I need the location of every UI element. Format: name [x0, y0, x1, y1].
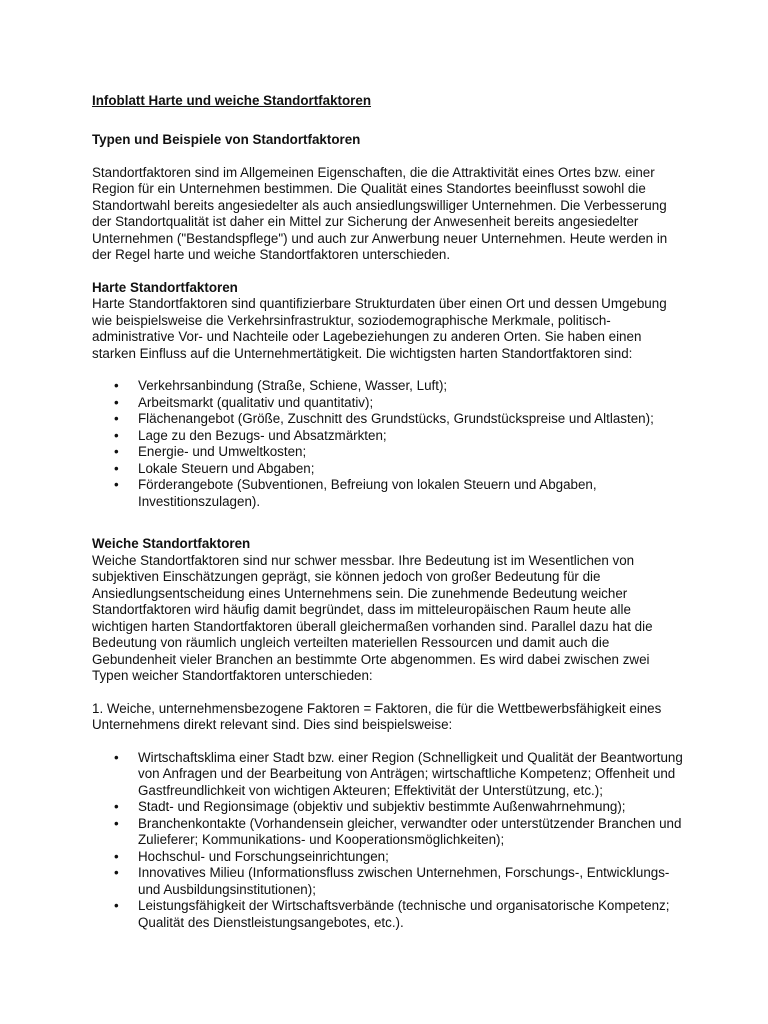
- bullet-icon: •: [114, 865, 119, 880]
- paragraph-weiche: Weiche Standortfaktoren sind nur schwer messbar. Ihre Bedeutung ist im Wesentlichen von subjektiven Einschätzungen geprägt, sie können jedoch von großer Bedeutung für die Ansiedlungsentscheidung eines Unternehmens sein. Die zunehmende Bedeutung weicher Standortfaktoren wird häufig damit begründet, dass im mitteleuropäischen Raum heute alle wichtigen harten Standortfaktoren überall gleichermaßen vorhanden sind. Parallel dazu hat die Bedeutung von räumlich ungleich verteilten materiellen Ressourcen und damit auch die Gebundenheit vieler Branchen an bestimmte Orte abgenommen. Es wird dabei zwischen zwei Typen weicher Standortfaktoren unterschieden:: [92, 552, 653, 683]
- list-item-text: Branchenkontakte (Vorhandensein gleicher, verwandter oder unterstützender Branchen und Zulieferer; Kommunikations- und Kooperationsmöglichkeiten);: [138, 815, 682, 847]
- list-item-text: Lage zu den Bezugs- und Absatzmärkten;: [138, 427, 387, 443]
- bullet-icon: •: [114, 749, 119, 765]
- list-item: [92, 898, 688, 931]
- list-item-text: Verkehrsanbindung (Straße, Schiene, Wasser, Luft);: [138, 378, 448, 393]
- paragraph-harte: Harte Standortfaktoren sind quantifizierbare Strukturdaten über einen Ort und dessen Umgebung wie beispielsweise die Verkehrsinfrastruktur, soziodemographische Merkmale, politisch-administrative Vor- und Nachteile oder Lagebeziehungen zu anderen Orten. Sie haben einen starken Einfluss auf die Unternehmertätigkeit. Die wichtigsten harten Standortfaktoren sind:: [92, 296, 667, 361]
- bullet-icon: •: [114, 815, 119, 831]
- list-item-text: Lokale Steuern und Abgaben;: [138, 460, 315, 476]
- list-item-text: Flächenangebot (Größe, Zuschnitt des Grundstücks, Grundstückspreise und Altlasten);: [138, 411, 654, 426]
- list-item: [92, 849, 688, 866]
- list-item-text: Arbeitsmarkt (qualitativ und quantitativ);: [138, 394, 374, 410]
- spacer: [92, 685, 688, 701]
- bullet-icon: •: [114, 411, 119, 426]
- list-weiche-faktoren: [92, 750, 688, 932]
- list-harte-faktoren: [92, 378, 688, 510]
- list-item-text: Stadt- und Regionsimage (objektiv und subjektiv bestimmte Außenwahrnehmung);: [138, 799, 626, 814]
- bullet-icon: •: [114, 460, 119, 476]
- list-item-text: Förderangebote (Subventionen, Befreiung von lokalen Steuern und Abgaben, Investitionszulagen).: [138, 477, 597, 509]
- list-item: [92, 428, 688, 445]
- list-item: [92, 865, 688, 898]
- list-item-text: Innovatives Milieu (Informationsfluss zwischen Unternehmen, Forschungs-, Entwicklungs- und Ausbildungsinstitutionen);: [138, 865, 670, 897]
- spacer: [92, 734, 688, 750]
- section-heading-harte: Harte Standortfaktoren: [92, 279, 238, 295]
- list-item: [92, 477, 688, 510]
- paragraph-intro: Standortfaktoren sind im Allgemeinen Eigenschaften, die die Attraktivität eines Ortes bzw. einer Region für ein Unternehmen bestimmen. Die Qualität eines Standortes beeinflusst sowohl die Standortwahl bereits angesiedelter als auch ansiedlungswilliger Unternehmen. Die Verbesserung der Standortqualität ist daher ein Mittel zur Sicherung der Anwesenheit bereits angesiedelter Unternehmen ("Bestandspflege") und auch zur Anwerbung neuer Unternehmen. Heute werden in der Regel harte und weiche Standortfaktoren unterschieden.: [92, 164, 668, 262]
- bullet-icon: •: [114, 848, 119, 864]
- list-item-text: Energie- und Umweltkosten;: [138, 444, 307, 459]
- bullet-icon: •: [114, 898, 119, 913]
- list-item: [92, 750, 688, 800]
- section-heading-weiche: Weiche Standortfaktoren: [92, 536, 251, 551]
- spacer: [92, 362, 688, 378]
- spacer: [92, 510, 688, 536]
- section-heading-typen: Typen und Beispiele von Standortfaktoren: [92, 132, 361, 147]
- list-item-text: Hochschul- und Forschungseinrichtungen;: [138, 848, 389, 864]
- bullet-icon: •: [114, 444, 119, 459]
- bullet-icon: •: [114, 799, 119, 814]
- list-item: [92, 395, 688, 412]
- list-item: [92, 378, 688, 395]
- document-title: Infoblatt Harte und weiche Standortfaktoren: [92, 93, 371, 108]
- list-item: [92, 444, 688, 461]
- list-item: [92, 461, 688, 478]
- bullet-icon: •: [114, 394, 119, 410]
- spacer: [92, 264, 688, 280]
- list-item-text: Leistungsfähigkeit der Wirtschaftsverbände (technische und organisatorische Kompetenz; Qualität des Dienstleistungsangebotes, etc.).: [138, 898, 670, 930]
- spacer: [92, 149, 688, 165]
- paragraph-weiche-typ1: 1. Weiche, unternehmensbezogene Faktoren = Faktoren, die für die Wettbewerbsfähigkeit eines Unternehmens direkt relevant sind. Dies sind beispielsweise:: [92, 700, 662, 732]
- list-item: [92, 411, 688, 428]
- list-item: [92, 816, 688, 849]
- bullet-icon: •: [114, 477, 119, 492]
- bullet-icon: •: [114, 427, 119, 443]
- list-item: [92, 799, 688, 816]
- list-item-text: Wirtschaftsklima einer Stadt bzw. einer Region (Schnelligkeit und Qualität der Beantwortung von Anfragen und der Bearbeitung von Anträgen; wirtschaftliche Kompetenz; Offenheit und Gastfreundlichkeit von wichtigen Akteuren; Effektivität der Unterstützung, etc.);: [138, 749, 683, 798]
- bullet-icon: •: [114, 378, 119, 393]
